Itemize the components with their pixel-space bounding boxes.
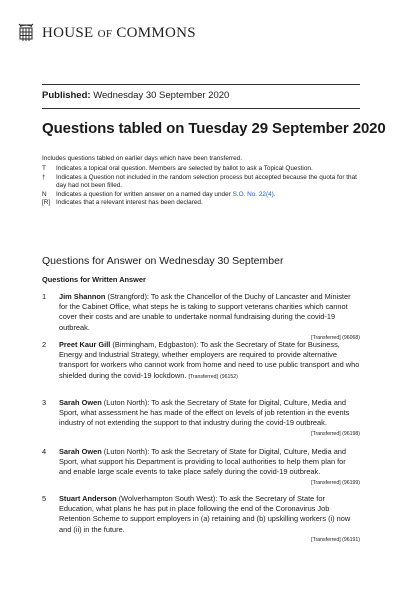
- legend-symbol: [R]: [42, 199, 51, 207]
- question-ref-number: (96191): [342, 536, 360, 543]
- legend-symbol: T: [42, 165, 46, 172]
- question-ref-number: (96199): [342, 479, 360, 486]
- constituency: (Luton North):: [103, 447, 150, 456]
- question-reference: [59, 478, 360, 488]
- question-item: [42, 398, 360, 439]
- question-item: [42, 494, 360, 545]
- published-line: [42, 90, 229, 101]
- org-name-house: HOUSE: [42, 24, 94, 41]
- legend-text: Indicates a topical oral question. Members are selected by ballot to ask a Topical Question.: [56, 165, 313, 172]
- section-heading: Questions for Answer on Wednesday 30 September: [42, 255, 284, 267]
- question-item: [42, 292, 360, 343]
- org-name: [42, 25, 196, 42]
- top-divider: [42, 84, 360, 85]
- question-text: To ask the Secretary of State for Education, what plans he has put in place following the end of the Coronavirus Job Retention Scheme to support employers in (a) retaining and (b) upskilling workers (i) now and (ii) in the future.: [59, 494, 351, 534]
- question-item: [42, 340, 360, 382]
- page-title: Questions tabled on Tuesday 29 September 2020: [42, 120, 386, 137]
- question-item: [42, 447, 360, 488]
- legend-text: Indicates that a relevant interest has been declared.: [56, 199, 203, 207]
- house-of-commons-logo: [18, 22, 196, 44]
- question-number: 1: [42, 292, 47, 301]
- portcullis-icon: [18, 23, 34, 43]
- member-name: Sarah Owen: [59, 447, 102, 456]
- published-date: Wednesday 30 September 2020: [93, 90, 230, 101]
- legend-item: [42, 191, 362, 200]
- question-reference: [59, 429, 360, 439]
- legend-symbol: N: [42, 190, 47, 198]
- question-body: [59, 398, 360, 439]
- question-body: [59, 447, 360, 488]
- intro-text: Includes questions tabled on earlier days which have been transferred.: [42, 155, 243, 162]
- question-text: To ask the Secretary of State for Digital, Culture, Media and Sport, what assessment he has made of the effect on levels of job retention in the events industry of not extending the support to that industry during the covid-19 outbreak.: [59, 398, 350, 428]
- question-body: [59, 340, 360, 382]
- constituency: (Birmingham, Edgbaston):: [112, 340, 199, 349]
- member-name: Jim Shannon: [59, 292, 106, 301]
- question-text: To ask the Secretary of State for Digital, Culture, Media and Sport, what support his Department is providing to local authorities to help them plan for and enable large scale events to take place safely during the covid-19 outbreak.: [59, 447, 347, 477]
- legend-symbol: †: [42, 173, 46, 181]
- question-text: To ask the Secretary of State for Business, Energy and Industrial Strategy, whether employers are required to provide alternative transport for workers who cannot work from home and need to use public transport and who shielded during the covid-19 lockdown.: [59, 340, 360, 380]
- question-ref-number: (96068): [342, 334, 360, 341]
- question-number: 3: [42, 398, 47, 407]
- org-name-commons: COMMONS: [116, 24, 196, 41]
- legend-text: [56, 191, 362, 200]
- question-body: [59, 292, 360, 343]
- published-label: Published:: [42, 90, 91, 101]
- legend-item: [42, 174, 362, 191]
- question-number: 2: [42, 340, 47, 349]
- question-reference: [59, 535, 360, 545]
- transferred-tag: [Transferred]: [188, 373, 218, 380]
- transferred-tag: [Transferred]: [311, 479, 341, 486]
- standing-order-link[interactable]: S.O. No. 22(4).: [232, 190, 276, 198]
- constituency: (Strangford):: [107, 292, 149, 301]
- constituency: (Luton North):: [103, 398, 150, 407]
- member-name: Preet Kaur Gill: [59, 340, 111, 349]
- legend-text: Indicates a Question not included in the random selection process but accepted because the quota for that day had not been filled.: [56, 173, 357, 190]
- question-number: 5: [42, 494, 47, 503]
- transferred-tag: [Transferred]: [311, 430, 341, 437]
- member-name: Sarah Owen: [59, 398, 102, 407]
- constituency: (Wolverhampton South West):: [118, 494, 218, 503]
- member-name: Stuart Anderson: [59, 494, 117, 503]
- transferred-tag: [Transferred]: [311, 334, 341, 341]
- org-name-of: OF: [97, 27, 113, 40]
- question-number: 4: [42, 447, 47, 456]
- sub-heading: Questions for Written Answer: [42, 275, 146, 284]
- bottom-divider: [42, 108, 360, 109]
- question-text: To ask the Chancellor of the Duchy of Lancaster and Minister for the Cabinet Office, what steps he is taking to support veterans charities which cannot cover their costs and are unable to undertake normal fundraising during the covid-19 outbreak.: [59, 292, 351, 332]
- legend-item: [42, 165, 362, 174]
- legend-item: [42, 199, 362, 208]
- question-ref-number: (96198): [342, 430, 360, 437]
- legend-text-body: Indicates a question for written answer on a named day under: [56, 190, 231, 198]
- transferred-tag: [Transferred]: [311, 536, 341, 543]
- symbol-legend: [42, 165, 362, 208]
- question-ref-number: (96152): [220, 373, 238, 380]
- question-body: [59, 494, 360, 545]
